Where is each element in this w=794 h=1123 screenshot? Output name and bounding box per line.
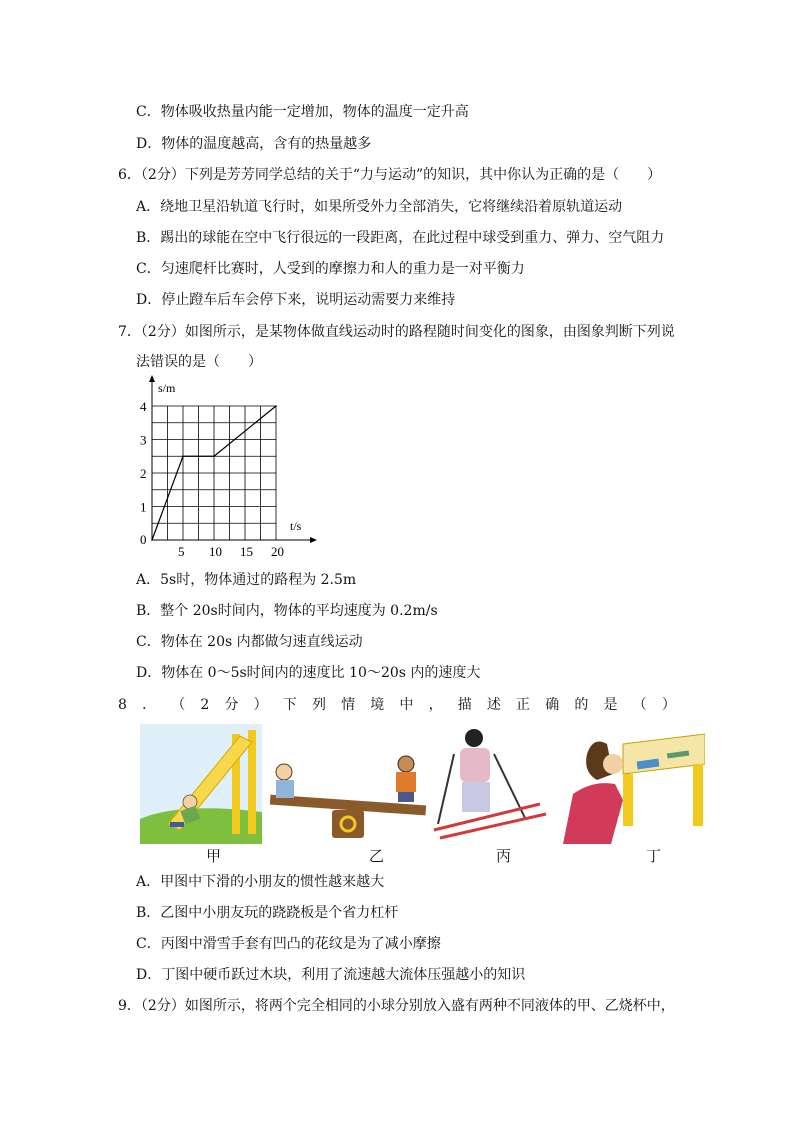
origin-label: 0 bbox=[140, 532, 147, 547]
q8-stem-char: 列 bbox=[311, 697, 326, 713]
y-tick-label: 2 bbox=[140, 466, 147, 481]
q7-option-c: C．物体在 20s 内都做匀速直线运动 bbox=[136, 634, 363, 650]
caption-jia: 甲 bbox=[206, 847, 222, 865]
y-tick-label: 4 bbox=[140, 399, 147, 414]
q8-stem-char: ） bbox=[253, 697, 268, 713]
q8-stem-char: ． bbox=[142, 697, 157, 713]
data-point bbox=[275, 405, 277, 407]
x-tick-label: 10 bbox=[209, 544, 222, 559]
q5-option-d: D．物体的温度越高，含有的热量越多 bbox=[136, 136, 372, 152]
skier-illustration bbox=[430, 724, 548, 844]
q8-stem-char: 中 bbox=[399, 697, 414, 713]
slide-illustration bbox=[140, 724, 262, 844]
q8-stem-char: 述 bbox=[486, 697, 501, 713]
x-axis-arrow bbox=[310, 537, 317, 543]
q8-option-b: B．乙图中小朋友玩的跷跷板是个省力杠杆 bbox=[136, 905, 399, 921]
q8-stem bbox=[118, 695, 676, 715]
q8-stem-char: 确 bbox=[545, 697, 560, 713]
q6-option-d: D．停止蹬车后车会停下来，说明运动需要力来维持 bbox=[136, 292, 456, 308]
q8-option-c: C．丙图中滑雪手套有凹凸的花纹是为了减小摩擦 bbox=[136, 936, 441, 952]
q7-option-d: D．物体在 0～5s时间内的速度比 10～20s 内的速度大 bbox=[136, 665, 481, 681]
distance-time-chart bbox=[130, 372, 330, 562]
q8-stem-char: 描 bbox=[457, 697, 472, 713]
y-axis-label: s/m bbox=[158, 381, 176, 395]
q5-option-c: C．物体吸收热量内能一定增加，物体的温度一定升高 bbox=[136, 104, 469, 120]
data-point bbox=[213, 455, 215, 457]
data-point bbox=[151, 539, 153, 541]
q8-stem-char: 正 bbox=[516, 697, 531, 713]
q8-stem-char: 分 bbox=[224, 697, 239, 713]
caption-bing: 丙 bbox=[496, 847, 512, 865]
x-tick-label: 15 bbox=[240, 544, 253, 559]
q6-option-c: C．匀速爬杆比赛时，人受到的摩擦力和人的重力是一对平衡力 bbox=[136, 261, 525, 277]
q8-stem-char: ） bbox=[661, 697, 676, 713]
q8-stem-char: 8 bbox=[118, 697, 127, 713]
q8-stem-char: 的 bbox=[574, 697, 589, 713]
q8-stem-char: 是 bbox=[603, 697, 618, 713]
y-tick-label: 3 bbox=[140, 432, 147, 448]
q6-stem: 6．（2分）下列是芳芳同学总结的关于“力与运动”的知识，其中你认为正确的是（ ） bbox=[118, 167, 662, 183]
q7-option-b: B．整个 20s时间内，物体的平均速度为 0.2m/s bbox=[136, 603, 438, 619]
q8-stem-char: 下 bbox=[282, 697, 297, 713]
q6-option-a: A．绕地卫星沿轨道飞行时，如果所受外力全部消失，它将继续沿着原轨道运动 bbox=[136, 199, 623, 215]
q8-stem-char: 2 bbox=[200, 697, 210, 713]
x-tick-label: 20 bbox=[271, 544, 284, 559]
q9-stem: 9．（2分）如图所示，将两个完全相同的小球分别放入盛有两种不同液体的甲、乙烧杯中， bbox=[118, 998, 675, 1014]
y-axis-arrow bbox=[149, 375, 155, 382]
x-axis-label: t/s bbox=[290, 519, 302, 533]
q6-option-b: B．踢出的球能在空中飞行很远的一段距离，在此过程中球受到重力、弹力、空气阻力 bbox=[136, 230, 665, 246]
coin-blow-illustration bbox=[553, 724, 705, 844]
q7-stem-line2: 法错误的是（ ） bbox=[136, 354, 262, 370]
data-point bbox=[182, 455, 184, 457]
caption-yi: 乙 bbox=[369, 847, 385, 865]
chart-grid bbox=[152, 406, 276, 540]
q8-stem-char: （ bbox=[171, 697, 186, 713]
q7-stem-line1: 7．（2分）如图所示，是某物体做直线运动时的路程随时间变化的图象，由图象判断下列说 bbox=[118, 324, 675, 340]
y-tick-label: 1 bbox=[140, 499, 147, 515]
q8-stem-char: 境 bbox=[370, 697, 385, 713]
q8-option-d: D．丁图中硬币跃过木块，利用了流速越大流体压强越小的知识 bbox=[136, 967, 526, 983]
q8-stem-char: ， bbox=[428, 697, 443, 713]
seesaw-illustration bbox=[266, 724, 428, 844]
q8-stem-char: 情 bbox=[341, 697, 356, 713]
caption-ding: 丁 bbox=[646, 847, 662, 865]
x-tick-label: 5 bbox=[178, 544, 185, 559]
q8-option-a: A．甲图中下滑的小朋友的惯性越来越大 bbox=[136, 874, 385, 890]
q7-option-a: A．5s时，物体通过的路程为 2.5m bbox=[136, 572, 357, 588]
q8-stem-char: （ bbox=[632, 697, 647, 713]
